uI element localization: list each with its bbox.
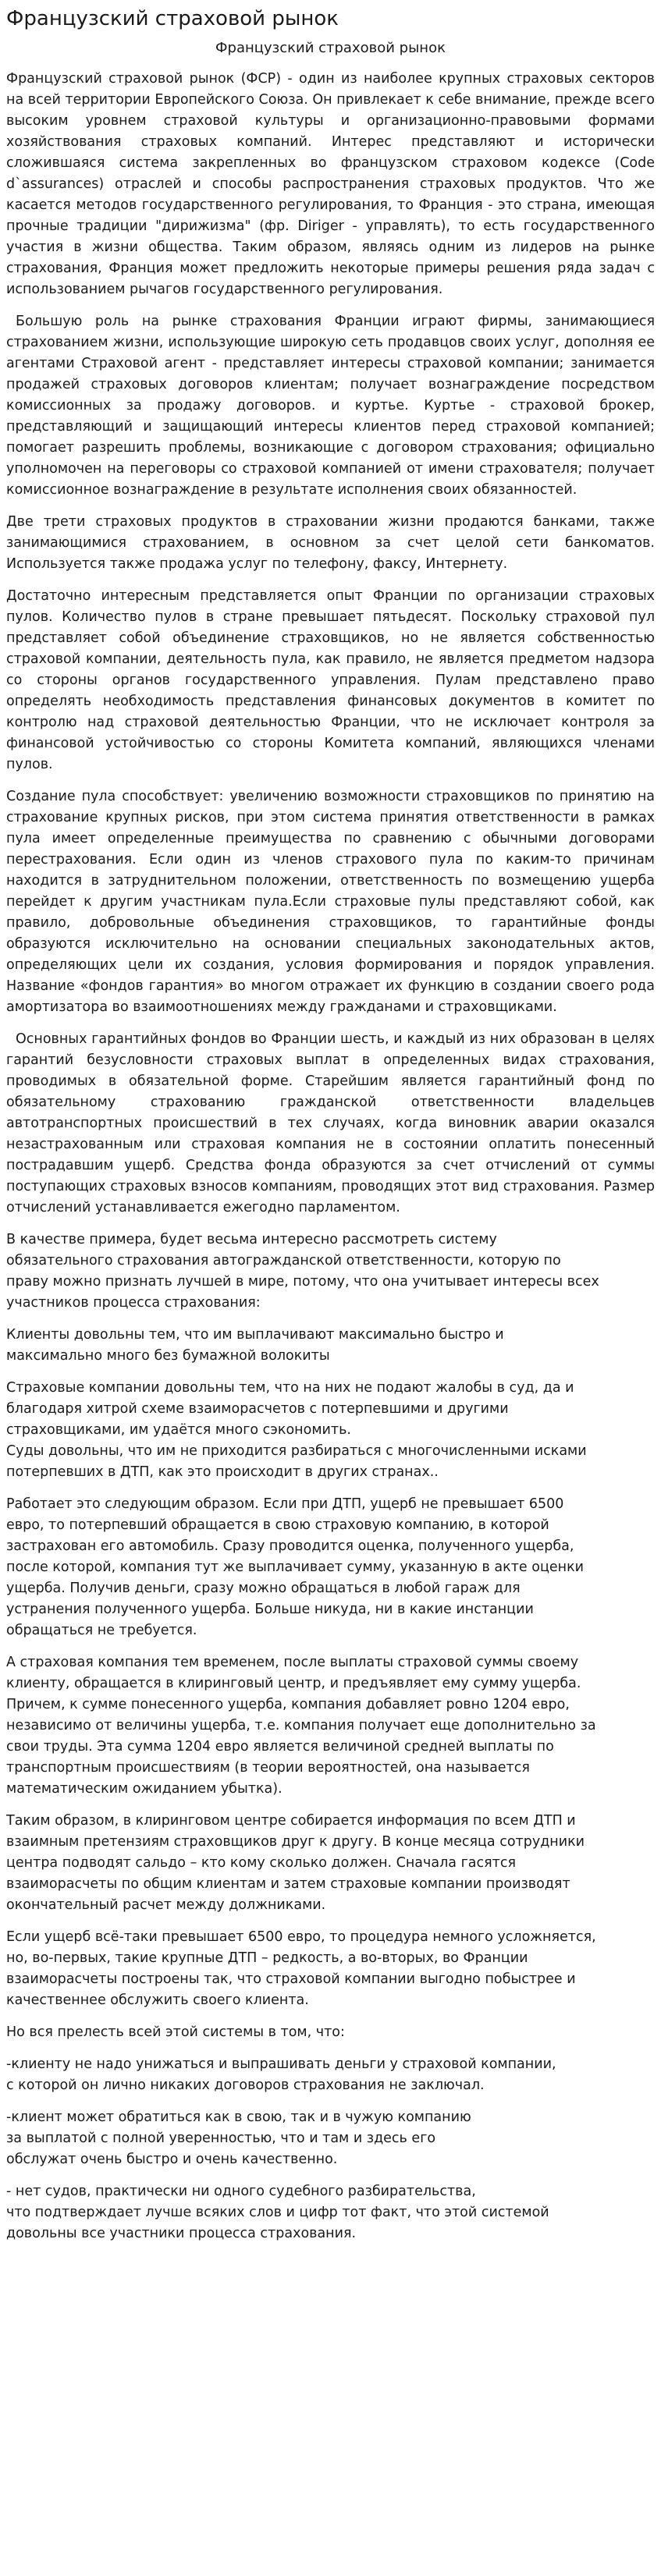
text-line: но, во-первых, такие крупные ДТП – редкость, а во-вторых, во Франции [6,1950,528,1966]
text-line: свои труды. Эта сумма 1204 евро является величиной средней выплаты по [6,1739,554,1755]
text-line: участников процесса страхования: [6,1295,261,1311]
text-line: праву можно признать лучшей в мире, потому, что она учитывает интересы всех [6,1274,599,1290]
text-line: окончательный расчет между должниками. [6,1897,326,1913]
paragraph-point-2 [6,2107,655,2170]
text-line: Если ущерб всё-таки превышает 6500 евро, то процедура немного усложняется, [6,1929,596,1945]
text-line: евро, то потерпевший обращается в свою страховую компанию, в которой [6,1517,549,1533]
text-line: обслужат очень быстро и очень качественно. [6,2152,338,2167]
paragraph-example [6,1229,655,1314]
paragraph-point-3 [6,2181,655,2244]
text-line: за выплатой с полной уверенностью, что и там и здесь его [6,2131,436,2146]
text-line: потерпевших в ДТП, как это происходит в других странах.. [6,1464,439,1480]
text-line: взаиморасчеты по общим клиентам и затем страховые компании производят [6,1876,570,1892]
text-line: транспортным происшествиям (в теории вероятностей, она называется [6,1760,530,1776]
text-line: благодаря хитрой схеме взаиморасчетов с потерпевшими и другими [6,1401,509,1417]
text-line: Страховые компании довольны тем, что на них не подают жалобы в суд, да и [6,1380,574,1396]
text-line: -клиент может обратиться как в свою, так и в чужую компанию [6,2109,471,2125]
text-line: страховщиками, им удаётся много сэкономить. [6,1422,351,1438]
paragraph-clients [6,1325,655,1367]
paragraph-point-1 [6,2054,655,2096]
text-line: независимо от величины ущерба, т.е. компания получает еще дополнительно за [6,1718,596,1733]
text-line: В качестве примера, будет весьма интересно рассмотреть систему [6,1232,497,1247]
text-line: взаимным претензиям страховщиков друг к другу. В конце месяца сотрудники [6,1834,585,1850]
article-subtitle: Французский страховой рынок [215,40,446,56]
text-line: Работает это следующим образом. Если при ДТП, ущерб не превышает 6500 [6,1496,564,1512]
text-line: обращаться не требуется. [6,1623,197,1638]
text-line: обязательного страхования автогражданской ответственности, которую по [6,1253,561,1268]
paragraph-banks: Две трети страховых продуктов в страховании жизни продаются банками, также занимающимися страхованием, в основном за счет целой сети банкоматов. Используется также продажа услуг по телефону, факсу, Интернету. [6,514,655,572]
page-title: Французский страховой рынок [6,7,339,30]
text-line: -клиенту не надо унижаться и выпрашивать деньги у страховой компании, [6,2056,556,2072]
paragraph-how-it-works [6,1494,655,1641]
text-line: с которой он лично никаких договоров страхования не заключал. [6,2077,485,2093]
paragraph-pools: Достаточно интересным представляется опыт Франции по организации страховых пулов. Количество пулов в стране превышает пятьдесят. Поскольку страховой пул представляет собой объединение страховщиков, но не является собственностью страховой компании, деятельность пула, как правило, не является предметом надзора со стороны органов государственного управления. Пулам представлено право определять необходимость представления финансовых документов в комитет по контролю над страховой деятельностью Франции, что не исключает контроля за финансовой устойчивостью со стороны Комитета компаний, являющихся членами пулов. [6,588,655,772]
text-line: Клиенты довольны тем, что им выплачивают максимально быстро и [6,1327,504,1343]
paragraph-companies [6,1378,655,1483]
text-line: Но вся прелесть всей этой системы в том, что: [6,2024,345,2040]
paragraph-intro: Французский страховой рынок (ФСР) - один из наиболее крупных страховых секторов на всей территории Европейского Союза. Он привлекает к себе внимание, прежде всего высоким уровнем страховой культуры и организационно-правовыми формами хозяйствования страховых компаний. Интерес представляют и исторически сложившаяся система закрепленных во французском страховом кодексе (Code d`assurances) отраслей и способы распространения страховых продуктов. Что же касается методов государственного регулирования, то Франция - это страна, имеющая прочные традиции "дирижизма" (фр. Diriger - управлять), то есть государственного участия в жизни общества. Таким образом, являясь одним из лидеров на рынке страхования, Франция может предложить некоторые примеры решения ряда задач с использованием рычагов государственного регулирования. [6,71,655,297]
text-line: математическим ожиданием убытка). [6,1781,283,1797]
text-line: максимально много без бумажной волокиты [6,1348,330,1364]
text-line: ущерба. Получив деньги, сразу можно обращаться в любой гараж для [6,1581,521,1596]
text-line: взаиморасчеты построены так, что страховой компании выгодно побыстрее и [6,1971,576,1987]
paragraph-guarantee-funds: Основных гарантийных фондов во Франции шесть, и каждый из них образован в целях гарантий безусловности страховых выплат в определенных видах страхования, проводимых в обязательной форме. Старейшим является гарантийный фонд по обязательному страхованию гражданской ответственности владельцев автотранспортных происшествий в тех случаях, когда виновник аварии оказался незастрахованным или страховая компания не в состоянии оплатить понесенный пострадавшим ущерб. Средства фонда образуются за счет отчислений от суммы поступающих страховых взносов компаниям, проводящих этот вид страхования. Размер отчислений устанавливается ежегодно парламентом. [6,1031,655,1215]
text-line: - нет судов, практически ни одного судебного разбирательства, [6,2184,476,2199]
paragraph-life-insurance: Большую роль на рынке страхования Франции играют фирмы, занимающиеся страхованием жизни, использующие широкую сеть продавцов своих услуг, дополняя ее агентами Страховой агент - представляет интересы страховой компании; занимается продажей страховых договоров клиентам; получает вознаграждение посредством комиссионных за продажу договоров. и куртье. Куртье - страховой брокер, представляющий и защищающий интересы клиентов перед страховой компанией; помогает разрешить проблемы, возникающие с договором страхования; официально уполномочен на переговоры со страховой компанией от имени страхователя; получает комиссионное вознаграждение в результате исполнения своих обязанностей. [6,314,655,498]
text-line: после которой, компания тут же выплачивает сумму, указанную в акте оценки [6,1559,585,1575]
text-line: что подтверждает лучше всяких слов и цифр тот факт, что этой системой [6,2205,549,2220]
text-line: устранения полученного ущерба. Больше никуда, ни в какие инстанции [6,1602,534,1617]
text-line: качественнее обслужить своего клиента. [6,1992,309,2008]
text-line: Суды довольны, что им не приходится разбираться с многочисленными исками [6,1443,587,1459]
text-line: А страховая компания тем временем, после выплаты страховой суммы своему [6,1655,579,1670]
paragraph-summary-intro [6,2022,655,2043]
text-line: центра подводят сальдо – кто кому сколько должен. Сначала гасятся [6,1855,516,1871]
paragraph-clearing-center [6,1811,655,1916]
text-line: довольны все участники процесса страхования. [6,2226,357,2241]
paragraph-large-damage [6,1927,655,2011]
paragraph-pool-benefits: Создание пула способствует: увеличению возможности страховщиков по принятию на страхование крупных рисков, при этом система принятия ответственности в рамках пула имеет определенные преимущества по сравнению с обычными договорами перестрахования. Если один из членов страхового пула по каким-то причинам находится в затруднительном положении, ответственность по возмещению ущерба перейдет к другим участникам пула.Если страховые пулы представляют собой, как правило, добровольные объединения страховщиков, то гарантийные фонды образуются исключительно на основании специальных законодательных актов, определяющих цели их создания, условия формирования и порядок управления. Название «фондов гарантия» во многом отражает их функцию в создании своего рода амортизатора во взаимоотношениях между гражданами и страховщиками. [6,789,655,1015]
text-line: Причем, к сумме понесенного ущерба, компания добавляет ровно 1204 евро, [6,1697,570,1712]
text-line: клиенту, обращается в клиринговый центр, и предъявляет ему сумму ущерба. [6,1676,581,1691]
text-line: застрахован его автомобиль. Сразу проводится оценка, полученного ущерба, [6,1538,574,1554]
text-line: Таким образом, в клиринговом центре собирается информация по всем ДТП и [6,1813,576,1829]
paragraph-clearing [6,1652,655,1800]
